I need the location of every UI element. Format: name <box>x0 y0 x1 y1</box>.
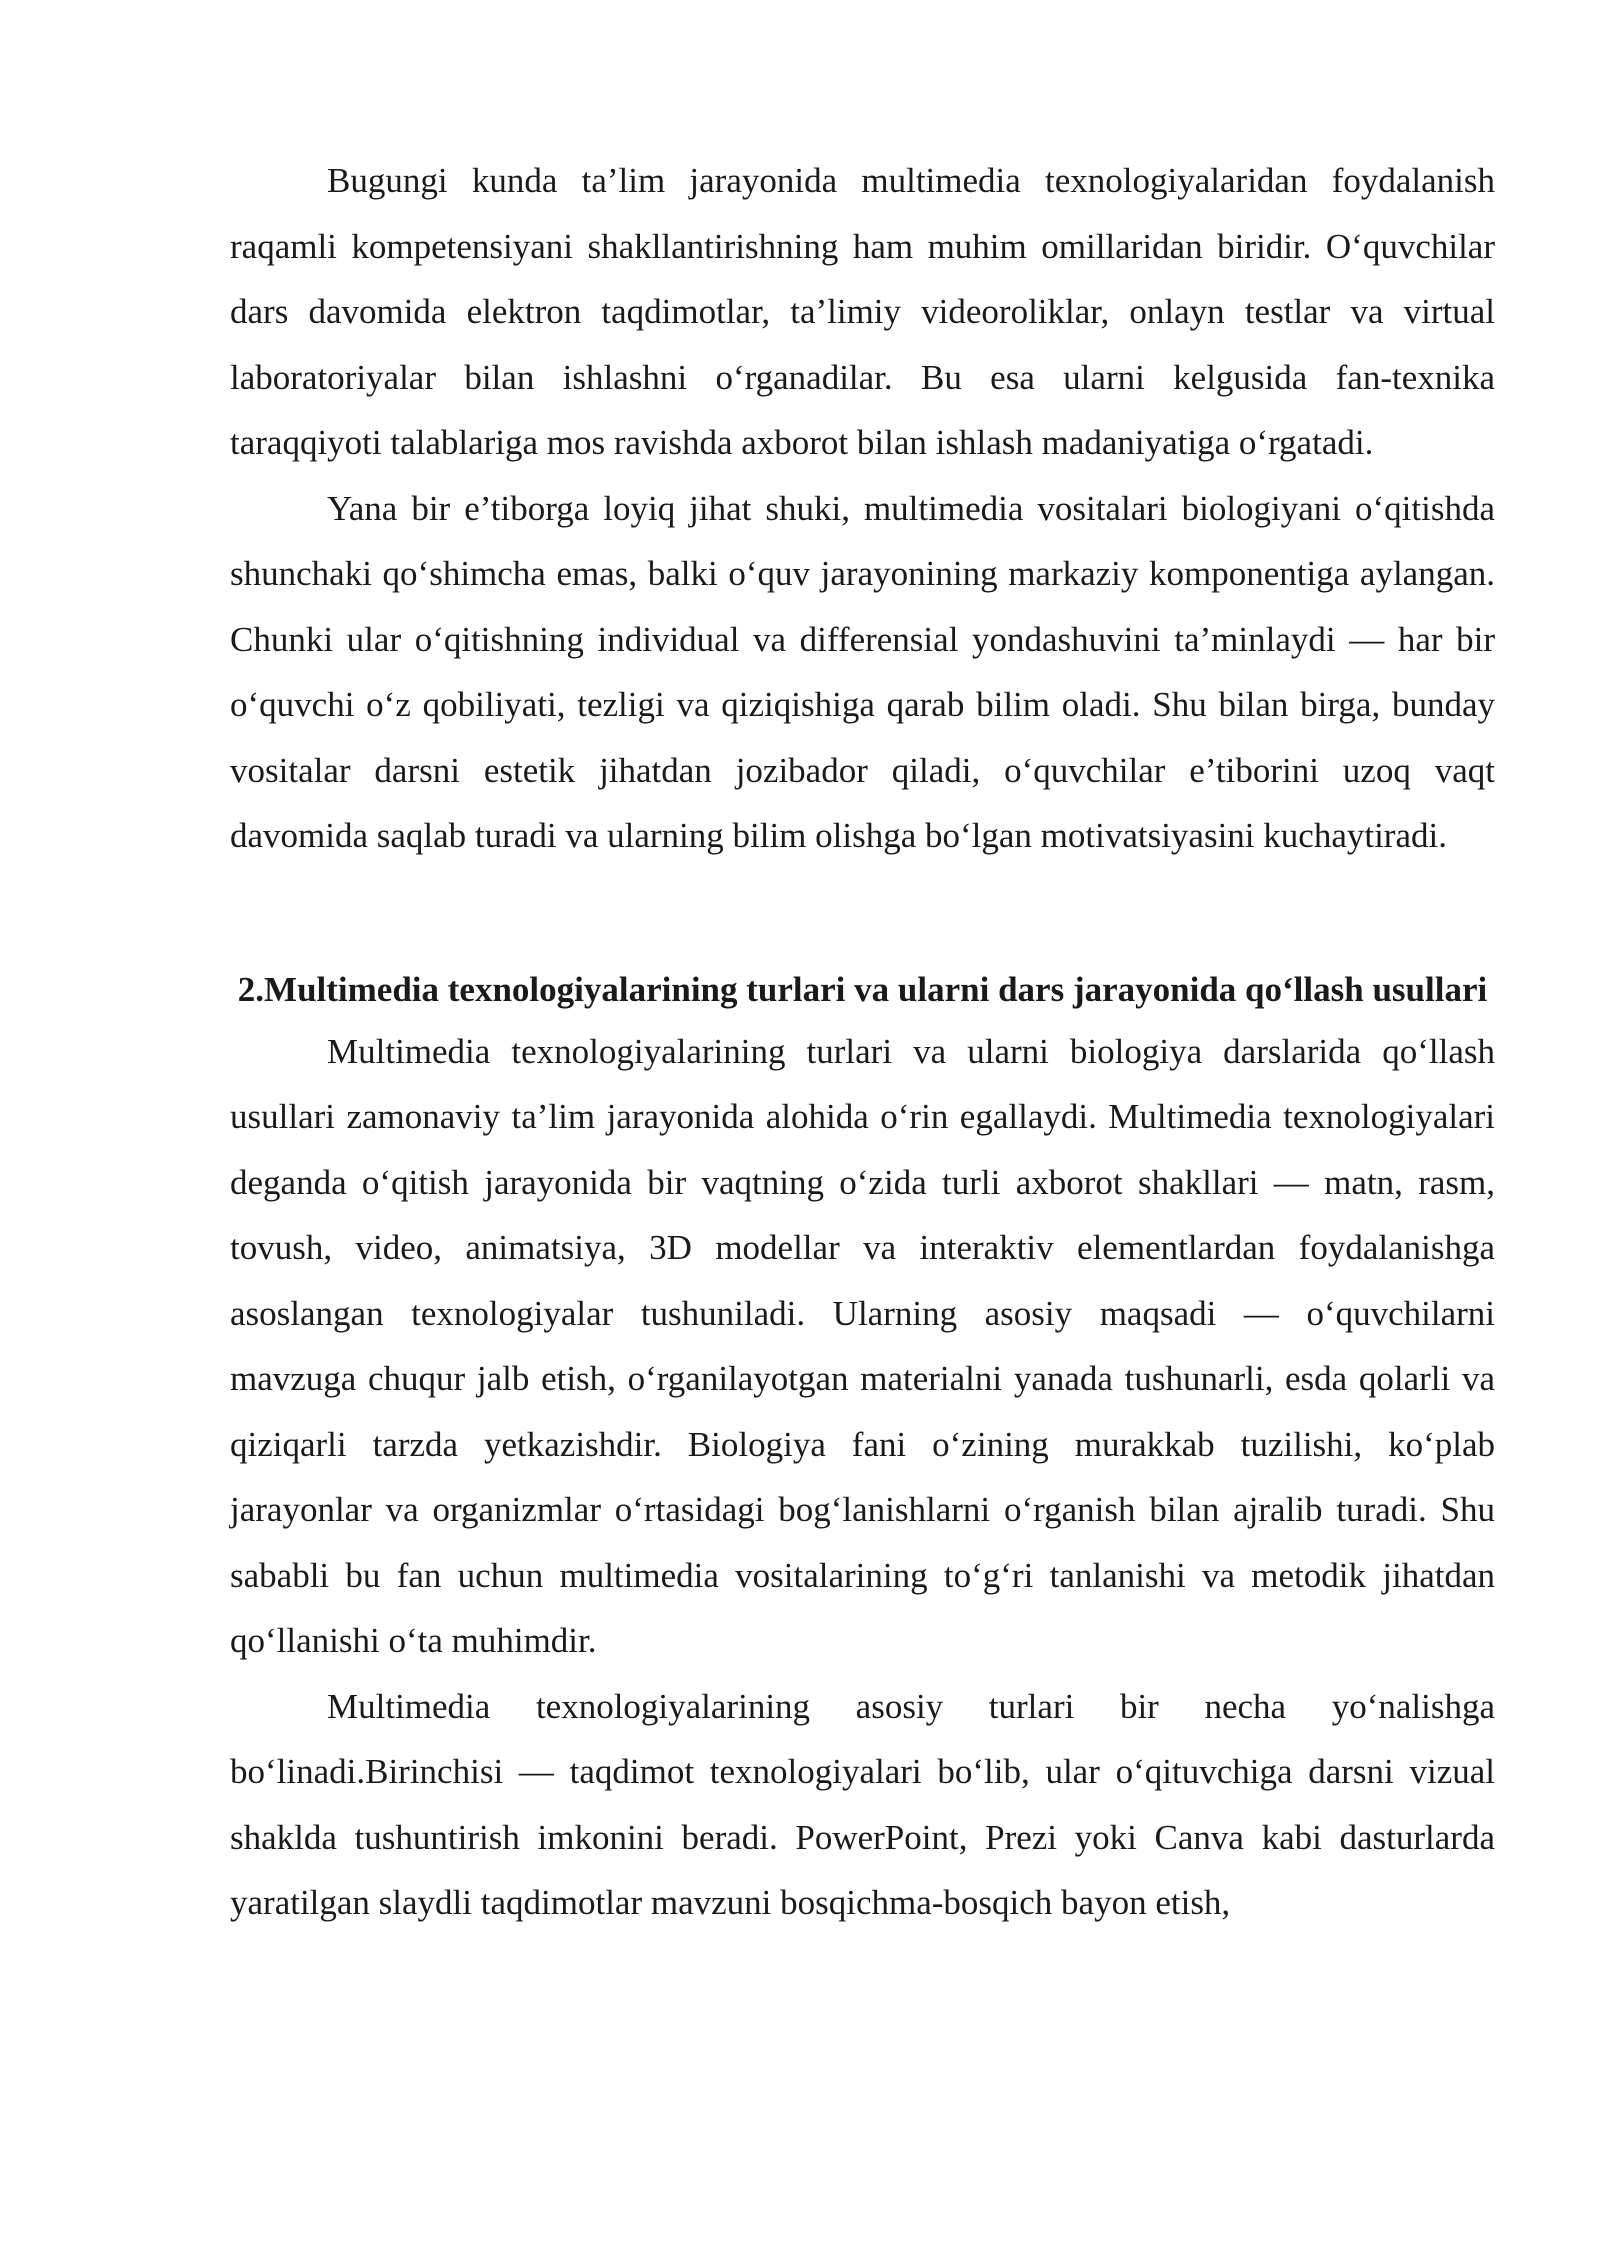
document-page <box>230 148 1495 1936</box>
section-heading: 2.Multimedia texnologiyalarining turlari va ularni dars jarayonida qo‘llash usullari <box>237 969 1488 1009</box>
paragraph-4: Multimedia texnologiyalarining asosiy turlari bir necha yo‘nalishga bo‘linadi.Birinchisi — taqdimot texnologiyalari bo‘lib, ular o‘qituvchiga darsni vizual shaklda tushuntirish imkonini beradi. PowerPoint, Prezi yoki Canva kabi dasturlarda yaratilgan slaydli taqdimotlar mavzuni bosqichma-bosqich bayon etish, <box>230 1686 1495 1922</box>
paragraph-1: Bugungi kunda ta’lim jarayonida multimedia texnologiyalaridan foydalanish raqamli kompetensiyani shakllantirishning ham muhim omillaridan biridir. O‘quvchilar dars davomida elektron taqdimotlar, ta’limiy videoroliklar, onlayn testlar va virtual laboratoriyalar bilan ishlashni o‘rganadilar. Bu esa ularni kelgusida fan-texnika taraqqiyoti talablariga mos ravishda axborot bilan ishlash madaniyatiga o‘rgatadi. <box>230 161 1495 462</box>
paragraph-2: Yana bir e’tiborga loyiq jihat shuki, multimedia vositalari biologiyani o‘qitishda shunchaki qo‘shimcha emas, balki o‘quv jarayonining markaziy komponentiga aylangan. Chunki ular o‘qitishning individual va differensial yondashuvini ta’minlaydi — har bir o‘quvchi o‘z qobiliyati, tezligi va qiziqishiga qarab bilim oladi. Shu bilan birga, bunday vositalar darsni estetik jihatdan jozibador qiladi, o‘quvchilar e’tiborini uzoq vaqt davomida saqlab turadi va ularning bilim olishga bo‘lgan motivatsiyasini kuchaytiradi. <box>230 488 1495 855</box>
paragraph-3: Multimedia texnologiyalarining turlari va ularni biologiya darslarida qo‘llash usullari zamonaviy ta’lim jarayonida alohida o‘rin egallaydi. Multimedia texnologiyalari deganda o‘qitish jarayonida bir vaqtning o‘zida turli axborot shakllari — matn, rasm, tovush, video, animatsiya, 3D modellar va interaktiv elementlardan foydalanishga asoslangan texnologiyalar tushuniladi. Ularning asosiy maqsadi — o‘quvchilarni mavzuga chuqur jalb etish, o‘rganilayotgan materialni yanada tushunarli, esda qolarli va qiziqarli tarzda yetkazishdir. Biologiya fani o‘zining murakkab tuzilishi, ko‘plab jarayonlar va organizmlar o‘rtasidagi bog‘lanishlarni o‘rganish bilan ajralib turadi. Shu sababli bu fan uchun multimedia vositalarining to‘g‘ri tanlanishi va metodik jihatdan qo‘llanishi o‘ta muhimdir. <box>230 1031 1495 1660</box>
